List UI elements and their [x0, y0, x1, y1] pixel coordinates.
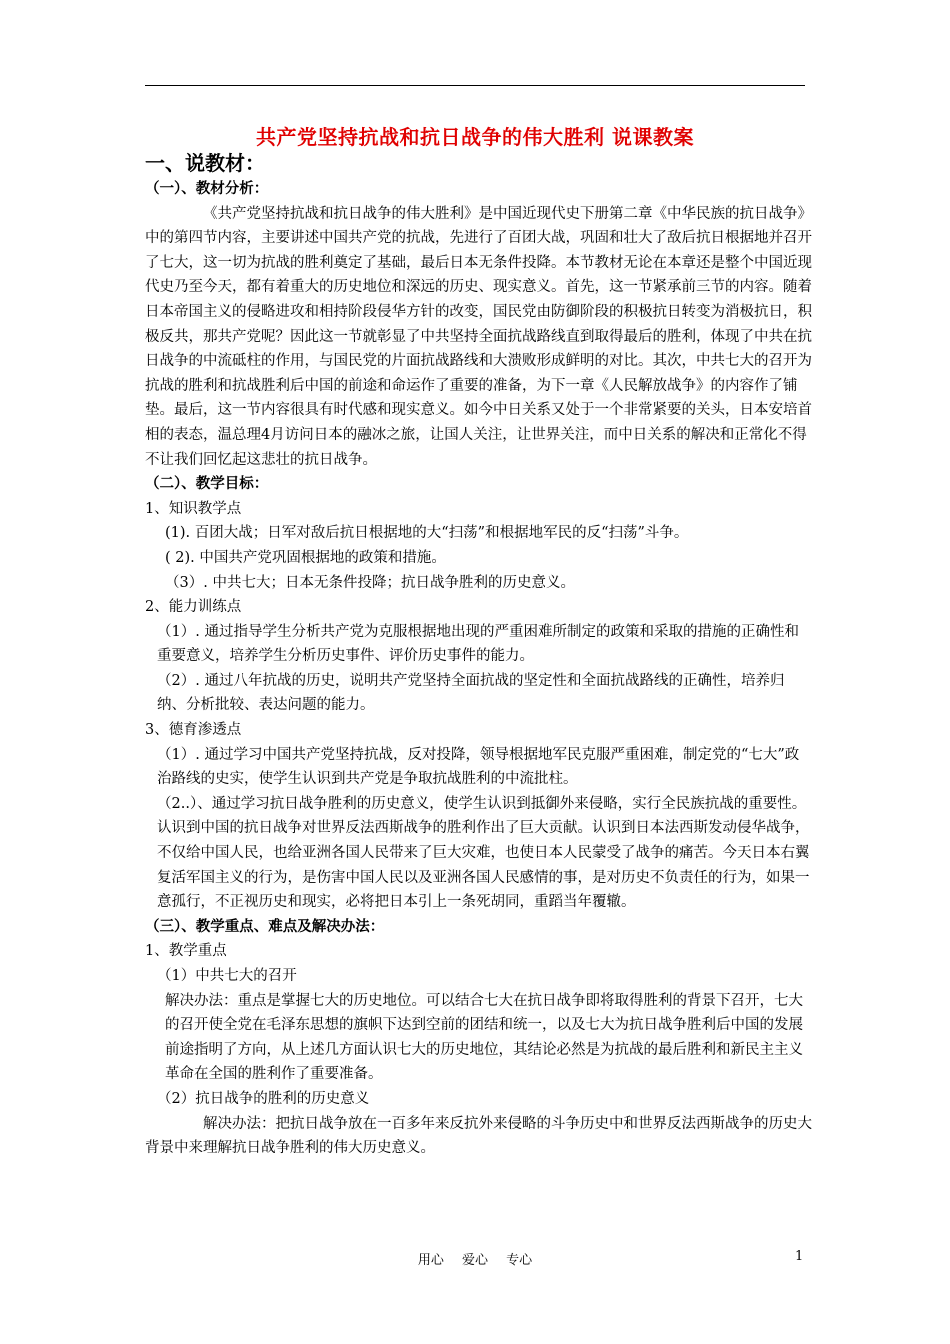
knowledge-item-2: ( 2). 中国共产党巩固根据地的政策和措施。	[165, 549, 446, 566]
ability-item-2: （2）. 通过八年抗战的历史，说明共产党坚持全面抗战的坚定性和全面抗战路线的正确性，培养归纳、分析批较、表达问题的能力。	[157, 672, 785, 714]
moral-item-2: （2..）、通过学习抗日战争胜利的历史意义，使学生认识到抵御外来侵略，实行全民族抗战的重要性。认识到中国的抗日战争对世界反法西斯战争的胜利作出了巨大贡献。认识到日本法西斯发动侵华战争，不仅给中国人民，也给亚洲各国人民带来了巨大灾难，也使日本人民蒙受了战争的痛苦。今天日本右翼复活军国主义的行为，是伤害中国人民以及亚洲各国人民感情的事，是对历史不负责任的行为，如果一意孤行，不正视历史和现实，必将把日本引上一条死胡同，重蹈当年覆辙。	[157, 795, 810, 911]
focus-item-1-solution: 解决办法：重点是掌握七大的历史地位。可以结合七大在抗日战争即将取得胜利的背景下召开，七大的召开使全党在毛泽东思想的旗帜下达到空前的团结和统一，以及七大为抗日战争胜利后中国的发展前途指明了方向，从上述几方面认识七大的历史地位，其结论必然是为抗战的最后胜利和新民主主义革命在全国的胜利作了重要准备。	[165, 992, 803, 1083]
subheading-focus: （三）、教学重点、难点及解决办法：	[145, 918, 385, 935]
knowledge-item-3: （3）. 中共七大；日本无条件投降；抗日战争胜利的历史意义。	[165, 574, 575, 591]
ability-item-1: （1）. 通过指导学生分析共产党为克服根据地出现的严重困难所制定的政策和采取的措施的正确性和重要意义，培养学生分析历史事件、评价历史事件的能力。	[157, 623, 799, 665]
subheading-analysis: （一）、教材分析：	[145, 181, 269, 197]
footer-motto: 用心 爱心 专心	[417, 1253, 533, 1268]
document-title: 共产党坚持抗战和抗日战争的伟大胜利 说课教案	[256, 125, 694, 149]
ability-heading: 2、能力训练点	[145, 599, 242, 616]
focus-item-2-solution: 解决办法：把抗日战争放在一百多年来反抗外来侵略的斗争历史中和世界反法西斯战争的历史大背景中来理解抗日战争胜利的伟大历史意义。	[145, 1115, 812, 1157]
section-heading-1: 一、说教材：	[145, 151, 265, 175]
focus-item-1: （1）中共七大的召开	[157, 968, 297, 984]
moral-heading: 3、德育渗透点	[145, 722, 242, 739]
moral-item-1: （1）. 通过学习中国共产党坚持抗战，反对投降，领导根据地军民克服严重困难，制定党的“七大”政治路线的史实，使学生认识到共产党是争取抗战胜利的中流批柱。	[157, 746, 800, 788]
knowledge-heading: 1、知识教学点	[145, 500, 242, 517]
header-rule	[145, 85, 805, 86]
knowledge-item-1: (1). 百团大战；日军对敌后抗日根据地的大“扫荡”和根据地军民的反“扫荡”斗争。	[165, 525, 689, 542]
subheading-goals: （二）、教学目标：	[145, 476, 269, 493]
document-body	[145, 177, 813, 1161]
page-number: 1	[795, 1249, 804, 1264]
focus-heading: 1、教学重点	[145, 943, 227, 960]
focus-item-2: （2）抗日战争的胜利的历史意义	[157, 1090, 370, 1107]
paragraph-analysis: 《共产党坚持抗战和抗日战争的伟大胜利》是中国近现代史下册第二章《中华民族的抗日战争》中的第四节内容，主要讲述中国共产党的抗战，先进行了百团大战，巩固和壮大了敌后抗日根据地并召开了七大，这一切为抗战的胜利奠定了基础，最后日本无条件投降。本节教材无论在本章还是整个中国近现代史乃至今天，都有着重大的历史地位和深远的历史、现实意义。首先，这一节紧承前三节的内容。随着日本帝国主义的侵略进攻和相持阶段侵华方针的改变，国民党由防御阶段的积极抗日转变为消极抗日，积极反共，那共产党呢？因此这一节就彰显了中共坚持全面抗战路线直到取得最后的胜利，体现了中共在抗日战争的中流砥柱的作用，与国民党的片面抗战路线和大溃败形成鲜明的对比。其次，中共七大的召开为抗战的胜利和抗战胜利后中国的前途和命运作了重要的准备，为下一章《人民解放战争》的内容作了铺垫。最后，这一节内容很具有时代感和现实意义。如今中日关系又处于一个非常紧要的关头，日本安培首相的表态，温总理4月访问日本的融冰之旅，让国人关注，让世界关注，而中日关系的解决和正常化不得不让我们回忆起这悲壮的抗日战争。	[145, 205, 812, 468]
